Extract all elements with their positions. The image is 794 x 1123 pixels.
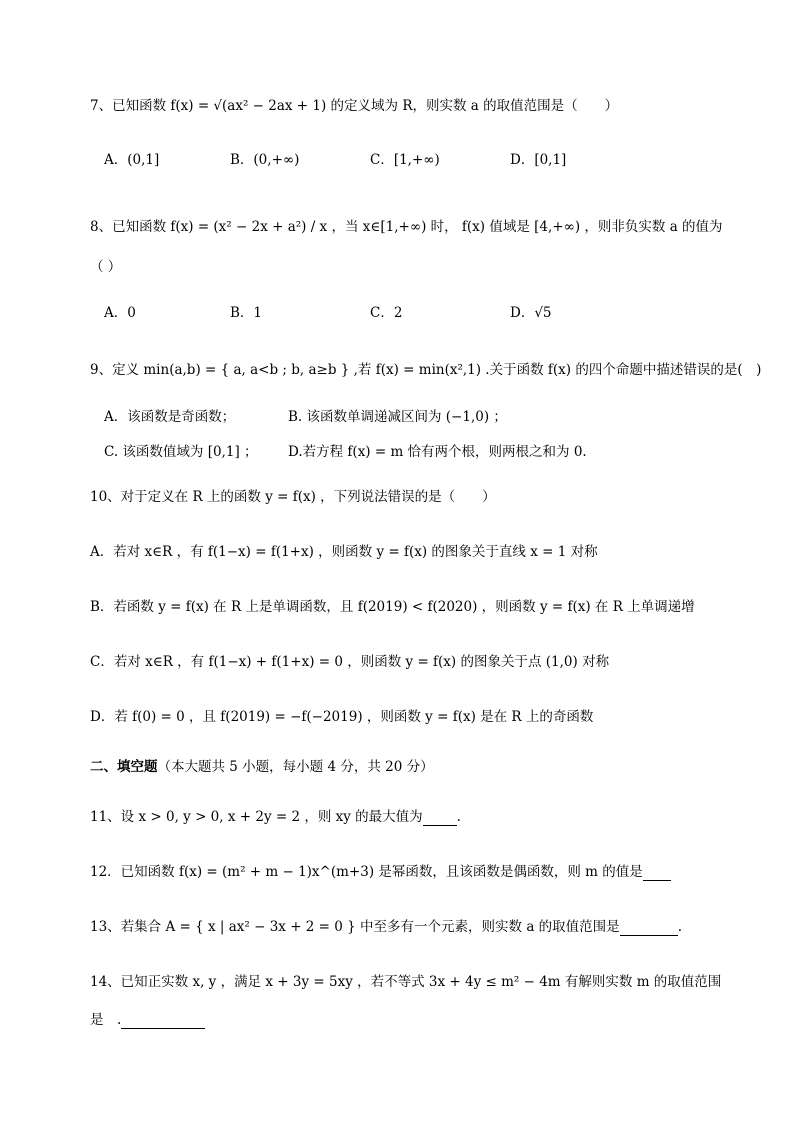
q10-option-a: A．若对 x∈R ，有 f(1−x) = f(1+x) ，则函数 y = f(x) 的图象关于直线 x = 1 对称 — [90, 544, 598, 560]
question-14-line2 — [90, 1011, 205, 1029]
q7-option-c: C．[1,+∞) — [370, 152, 440, 168]
q7-option-b: B．(0,+∞) — [230, 152, 300, 168]
section-2-note: （本大题共 5 小题，每小题 4 分，共 20 分） — [157, 759, 434, 775]
q9-option-b: B. 该函数单调递减区间为 (−1,0) ； — [288, 409, 507, 425]
q9-option-c: C. 该函数值域为 [0,1] ； — [104, 444, 258, 460]
question-12-stem: 12．已知函数 f(x) = (m² + m − 1)x^(m+3) 是幂函数，且该函数是偶函数，则 m 的值是 — [90, 864, 643, 880]
q10-option-d: D．若 f(0) = 0 ，且 f(2019) = −f(−2019) ，则函数 y = f(x) 是在 R 上的奇函数 — [90, 709, 594, 725]
q8-option-c: C．2 — [370, 305, 403, 321]
question-8-stem: 8、已知函数 f(x) = (x² − 2x + a²) / x ，当 x∈[1,+∞) 时， f(x) 值域是 [4,+∞) ，则非负实数 a 的值为 — [90, 219, 723, 235]
question-8-stem-end: （ ） — [90, 259, 122, 275]
question-13 — [90, 918, 682, 936]
section-2-heading — [90, 758, 434, 776]
answer-blank-12 — [643, 866, 671, 881]
question-11-stem: 11、设 x > 0, y > 0, x + 2y = 2 ，则 xy 的最大值为 — [90, 809, 423, 825]
question-11-end: . — [456, 809, 461, 825]
q7-option-a: A．(0,1] — [104, 152, 160, 168]
q8-option-b: B．1 — [230, 305, 263, 321]
question-11 — [90, 808, 461, 826]
section-2-title: 二、填空题 — [90, 759, 158, 775]
q8-option-d: D．√5 — [510, 305, 552, 321]
question-13-stem: 13、若集合 A = { x | ax² − 3x + 2 = 0 } 中至多有一个元素，则实数 a 的取值范围是 — [90, 919, 620, 935]
q8-option-a: A．0 — [104, 305, 136, 321]
q7-option-d: D．[0,1] — [510, 152, 567, 168]
q9-option-d: D.若方程 f(x) = m 恰有两个根，则两根之和为 0. — [288, 444, 587, 460]
question-13-end: . — [677, 919, 682, 935]
question-14-stem: 14、已知正实数 x, y ，满足 x + 3y = 5xy ，若不等式 3x + 4y ≤ m² − 4m 有解则实数 m 的取值范围 — [90, 974, 722, 990]
question-12 — [90, 863, 671, 881]
question-10-stem: 10、对于定义在 R 上的函数 y = f(x) ，下列说法错误的是（ ） — [90, 489, 496, 505]
answer-blank-14 — [121, 1014, 205, 1029]
question-7-stem: 7、已知函数 f(x) = √(ax² − 2ax + 1) 的定义域为 R，则实数 a 的取值范围是（ ） — [90, 98, 619, 114]
q9-option-a: A．该函数是奇函数； — [104, 409, 236, 425]
question-9-stem: 9、定义 min(a,b) = { a, a<b ; b, a≥b } ,若 f(x) = min(x²,1) .关于函数 f(x) 的四个命题中描述错误的是( ) — [90, 362, 762, 378]
q10-option-b: B．若函数 y = f(x) 在 R 上是单调函数，且 f(2019) < f(2020) ，则函数 y = f(x) 在 R 上单调递增 — [90, 599, 695, 615]
answer-blank-13 — [620, 921, 678, 936]
question-14-line2-text: 是 . — [90, 1012, 122, 1028]
answer-blank-11 — [423, 811, 457, 826]
q10-option-c: C．若对 x∈R ，有 f(1−x) + f(1+x) = 0 ，则函数 y = f(x) 的图象关于点 (1,0) 对称 — [90, 654, 610, 670]
